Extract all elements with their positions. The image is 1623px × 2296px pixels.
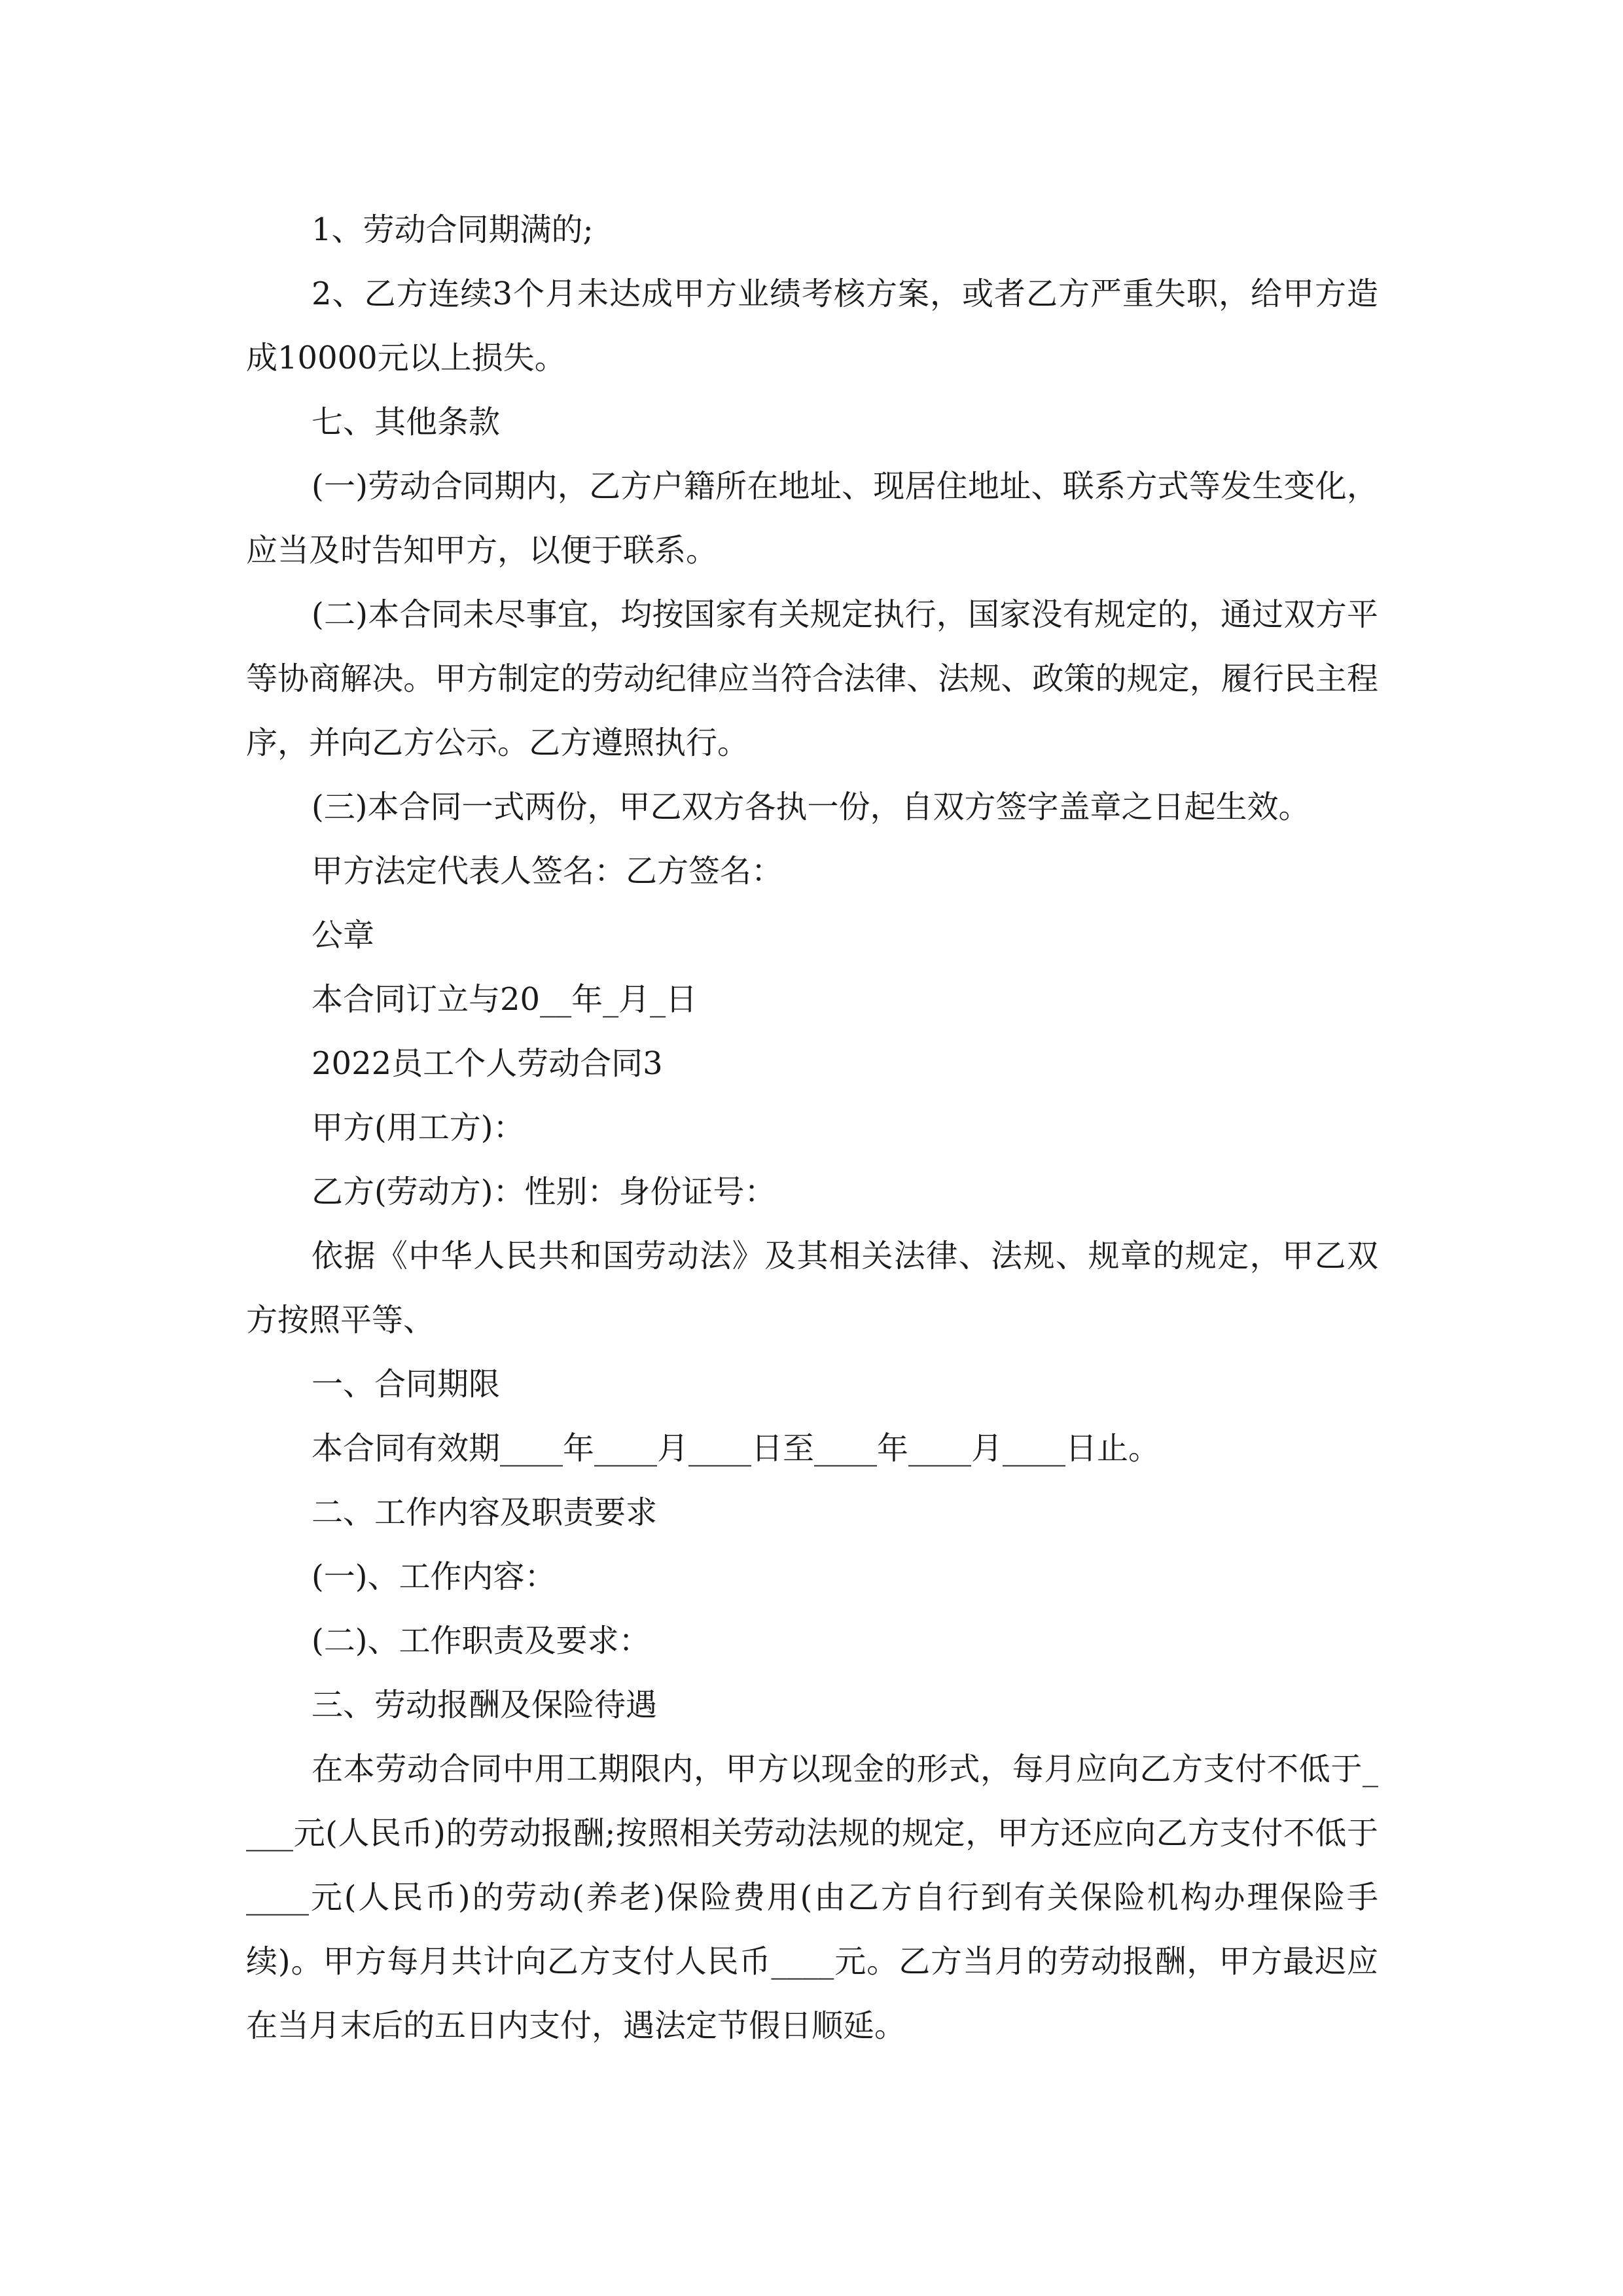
legal-basis-paragraph: 依据《中华人民共和国劳动法》及其相关法律、法规、规章的规定，甲乙双方按照平等、 [246,1238,1378,1338]
party-a-line: 甲方(用工方)： [312,1109,525,1146]
seal-line: 公章 [312,917,375,954]
signature-line: 甲方法定代表人签名：乙方签名： [312,853,783,889]
remuneration-paragraph: 在本劳动合同中用工期限内，甲方以现金的形式，每月应向乙方支付不低于____元(人民币)的劳动报酬;按照相关劳动法规的规定，甲方还应向乙方支付不低于____元(人民币)的劳动(养老)保险费用(由乙方自行到有关保险机构办理保险手续)。甲方每月共计向乙方支付人民币____元。乙方当月的劳动报酬，甲方最迟应在当月末后的五日内支付，遇法定节假日顺延。 [246,1751,1378,2044]
paragraph-item-2: 2、乙方连续3个月未达成甲方业绩考核方案，或者乙方严重失职，给甲方造成10000元以上损失。 [246,276,1378,376]
section-heading-contract-term: 一、合同期限 [312,1366,501,1403]
contract-validity-line: 本合同有效期____年____月____日至____年____月____日止。 [312,1430,1160,1467]
work-content-line: (一)、工作内容： [312,1558,556,1595]
paragraph-clause-1: (一)劳动合同期内，乙方户籍所在地址、现居住地址、联系方式等发生变化，应当及时告知甲方，以便于联系。 [246,468,1378,569]
paragraph-clause-2: (二)本合同未尽事宜，均按国家有关规定执行，国家没有规定的，通过双方平等协商解决。甲方制定的劳动纪律应当符合法律、法规、政策的规定，履行民主程序，并向乙方公示。乙方遵照执行。 [246,596,1378,761]
section-heading-other-terms: 七、其他条款 [312,404,501,440]
document-page [246,198,1378,2058]
paragraph-clause-3: (三)本合同一式两份，甲乙双方各执一份，自双方签字盖章之日起生效。 [312,789,1310,825]
section-heading-remuneration: 三、劳动报酬及保险待遇 [312,1687,658,1723]
work-duties-line: (二)、工作职责及要求： [312,1623,651,1659]
party-b-line: 乙方(劳动方)：性别：身份证号： [312,1174,776,1210]
contract-date-line: 本合同订立与20__年_月_日 [312,981,698,1018]
section-heading-work-content: 二、工作内容及职责要求 [312,1494,658,1531]
contract-title: 2022员工个人劳动合同3 [312,1045,663,1082]
paragraph-item-1: 1、劳动合同期满的; [312,211,594,248]
